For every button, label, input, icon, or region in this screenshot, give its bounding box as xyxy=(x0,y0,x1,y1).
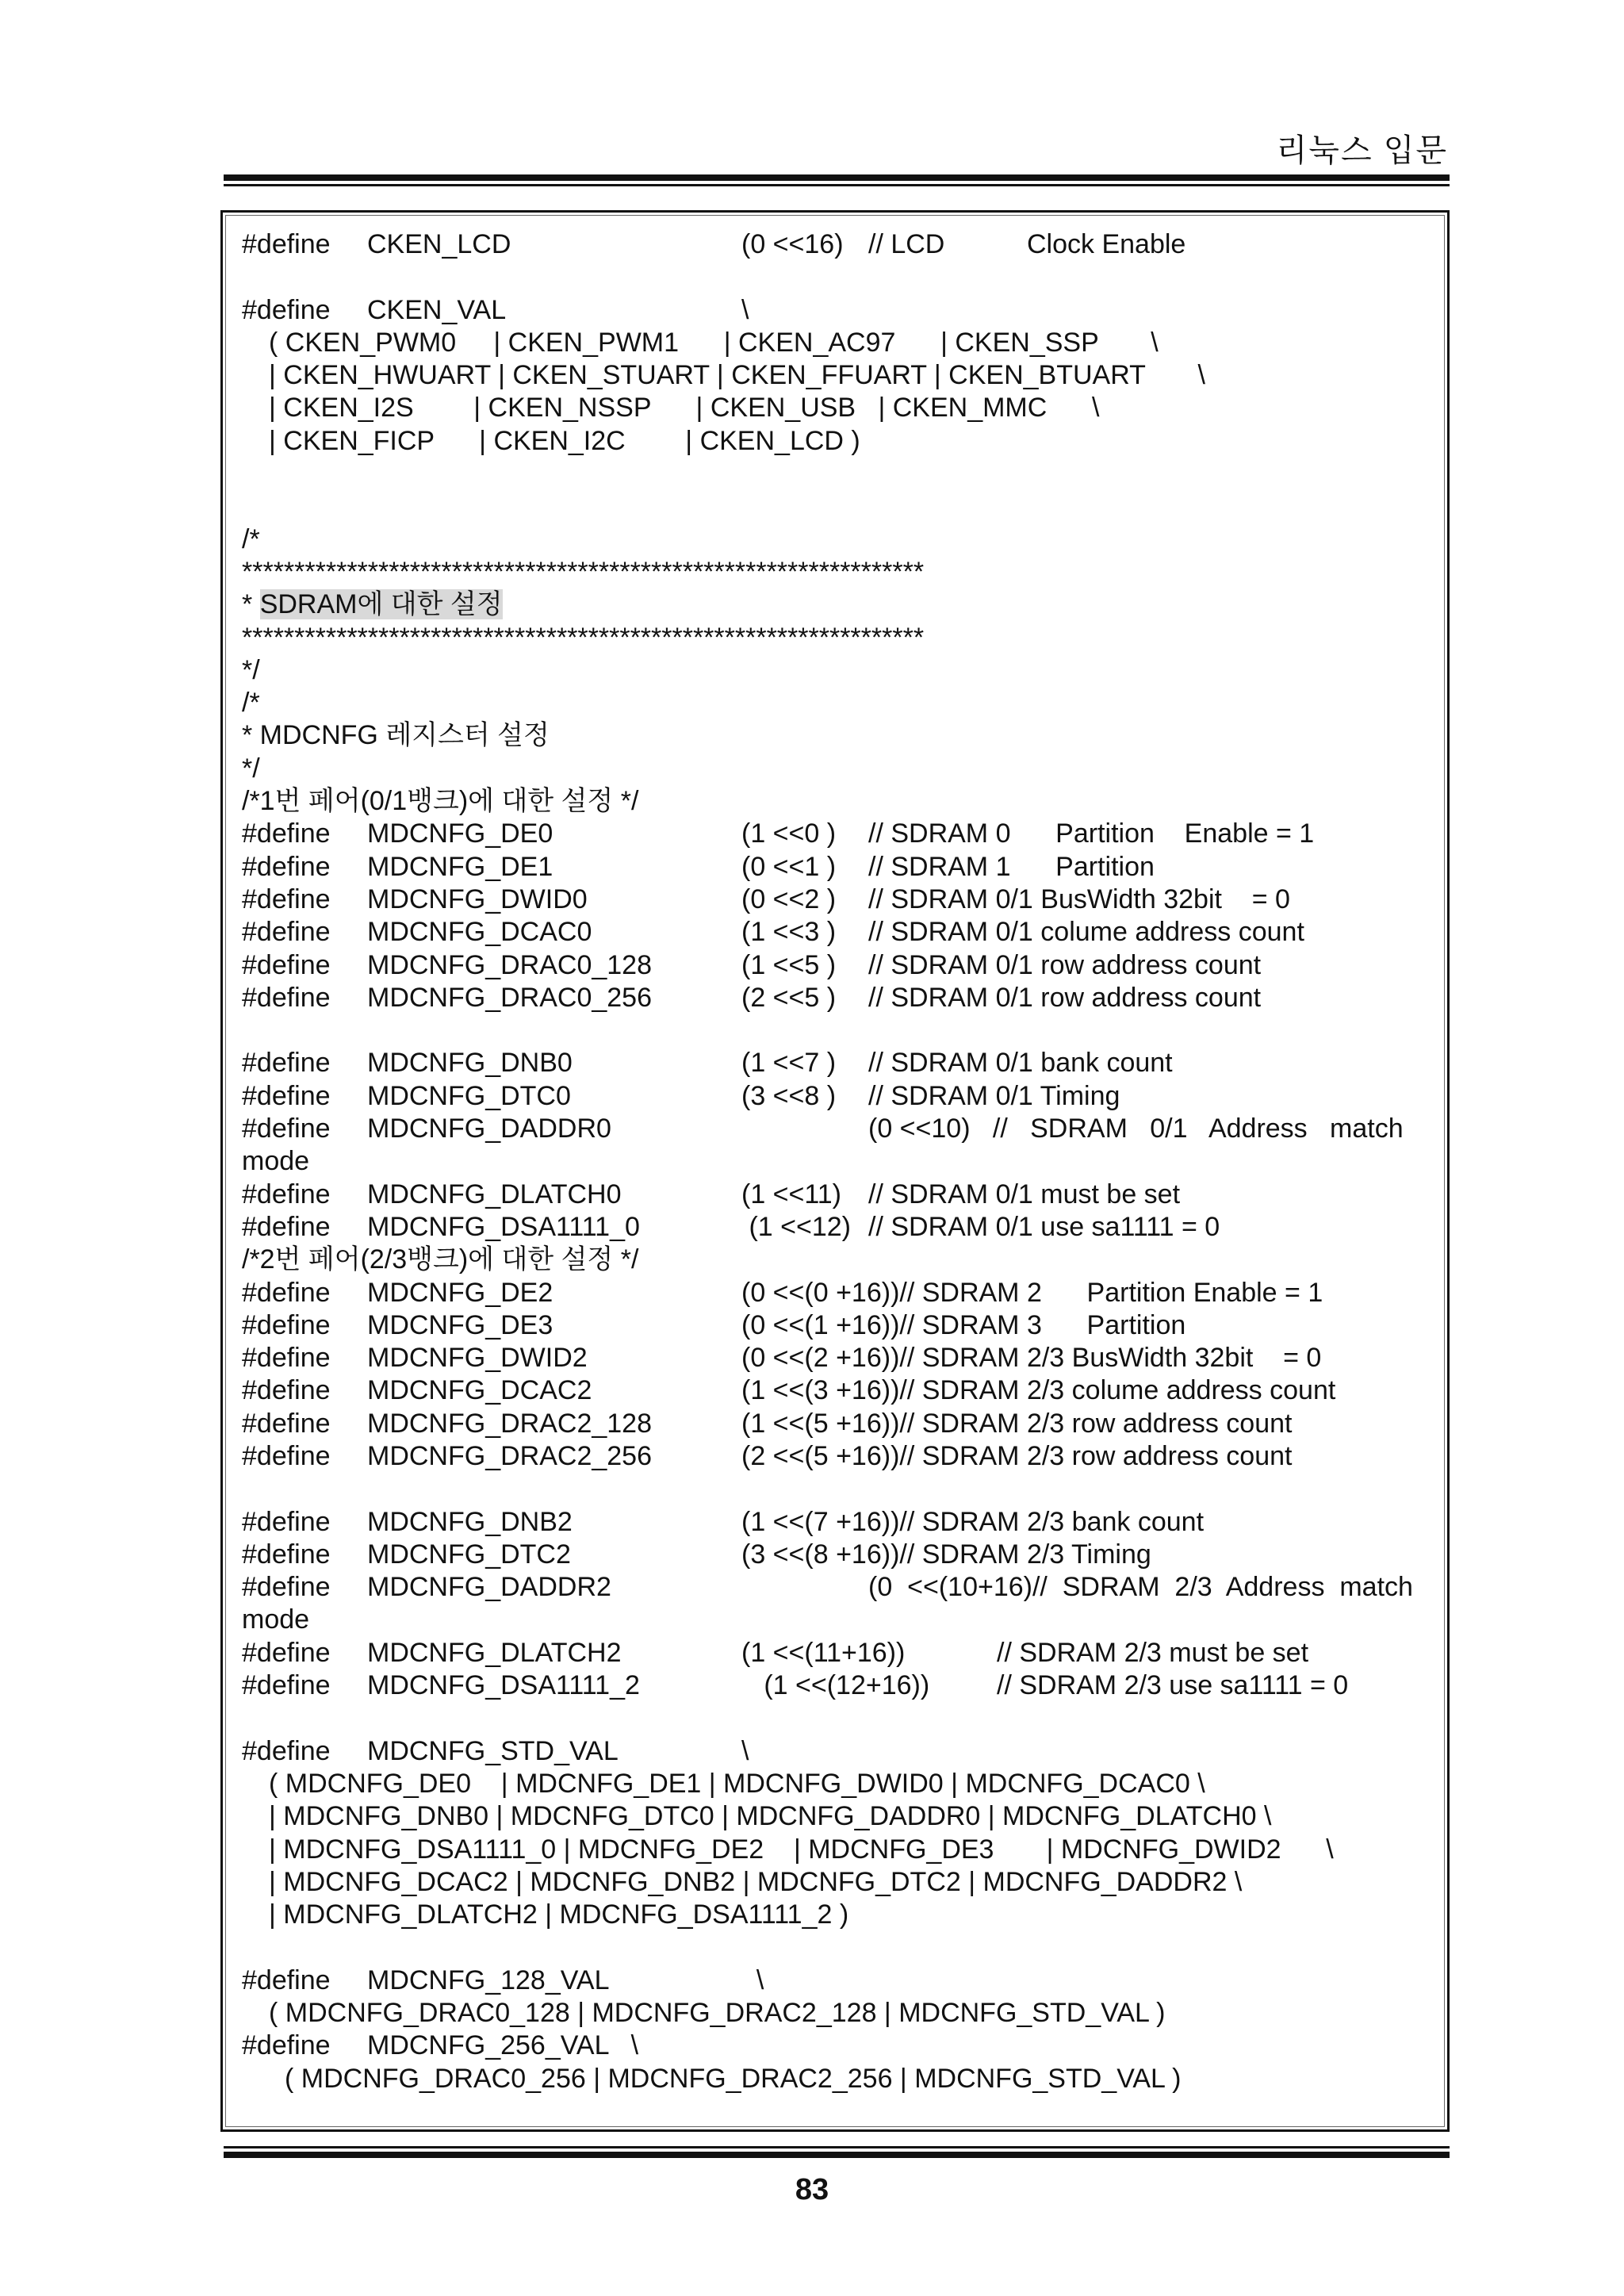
code-line xyxy=(242,1702,1431,1734)
code-line xyxy=(242,294,1431,327)
code-line xyxy=(242,261,1431,293)
code-define: #define xyxy=(242,229,331,259)
code-value: (3 <<(8 +16))// SDRAM 2/3 Timing xyxy=(741,1539,1151,1570)
header-rule-thin xyxy=(224,184,1450,186)
code-comment2: // SDRAM 2/3 must be set xyxy=(997,1637,1309,1668)
code-value: (1 <<5 ) xyxy=(741,949,837,980)
code-comment: // SDRAM 0/1 must be set xyxy=(868,1179,1181,1209)
code-value: (1 <<(3 +16))// SDRAM 2/3 colume address count xyxy=(741,1375,1336,1406)
code-define: #define xyxy=(242,1309,331,1340)
code-line xyxy=(242,687,1431,719)
code-line xyxy=(242,818,1431,850)
code-line xyxy=(242,1637,1431,1669)
code-line xyxy=(242,1997,1431,2030)
code-name: MDCNFG_DLATCH2 xyxy=(367,1637,622,1668)
code-line xyxy=(242,327,1431,359)
code-name: MDCNFG_DRAC0_256 xyxy=(367,982,652,1013)
code-text: ***************************************************************** xyxy=(242,622,925,653)
code-name: MDCNFG_DADDR0 xyxy=(367,1114,611,1144)
code-define: #define xyxy=(242,917,331,948)
code-line xyxy=(242,1277,1431,1309)
code-line xyxy=(242,785,1431,818)
code-text: mode xyxy=(242,1604,310,1635)
code-text: * MDCNFG 레지스터 설정 xyxy=(242,720,550,751)
code-line xyxy=(242,1473,1431,1505)
code-define: #define xyxy=(242,1539,331,1570)
code-name: MDCNFG_DE0 xyxy=(367,818,553,849)
code-indent: ( CKEN_PWM0 | CKEN_PWM1 | CKEN_AC97 | CKEN_SSP \ xyxy=(269,327,1159,358)
code-line xyxy=(242,1571,1431,1604)
code-value: (0 <<(0 +16))// SDRAM 2 Partition Enable = 1 xyxy=(741,1277,1323,1308)
code-name: MDCNFG_DRAC2_256 xyxy=(367,1440,652,1471)
code-value: (3 <<8 ) xyxy=(741,1080,837,1111)
code-comment: // SDRAM 0/1 row address count xyxy=(868,949,1262,980)
code-line xyxy=(242,490,1431,523)
code-value: (2 <<(5 +16))// SDRAM 2/3 row address count xyxy=(741,1440,1293,1471)
code-define: #define xyxy=(242,884,331,914)
code-indent: ( MDCNFG_DE0 | MDCNFG_DE1 | MDCNFG_DWID0 | MDCNFG_DCAC0 \ xyxy=(269,1768,1205,1799)
code-define: #define xyxy=(242,982,331,1013)
code-value: (1 <<(12+16)) xyxy=(741,1670,930,1701)
code-text: mode xyxy=(242,1146,310,1177)
code-value: (1 <<0 ) xyxy=(741,818,837,849)
code-name: CKEN_LCD xyxy=(367,229,511,259)
code-define: #define xyxy=(242,818,331,849)
code-line xyxy=(242,523,1431,556)
code-comment2: // SDRAM 2/3 use sa1111 = 0 xyxy=(997,1670,1349,1701)
code-line xyxy=(242,1342,1431,1374)
footer-rule-thin xyxy=(224,2146,1450,2148)
code-name: MDCNFG_DE2 xyxy=(367,1277,553,1308)
code-name: MDCNFG_DLATCH0 xyxy=(367,1179,622,1209)
code-name: MDCNFG_DTC0 xyxy=(367,1080,571,1111)
code-comment: // SDRAM 0/1 row address count xyxy=(868,982,1262,1013)
code-line xyxy=(242,884,1431,916)
code-line xyxy=(242,1899,1431,1931)
code-indent: | CKEN_FICP | CKEN_I2C | CKEN_LCD ) xyxy=(269,425,860,456)
footer-rule-thick xyxy=(224,2152,1450,2158)
code-define: #define xyxy=(242,1343,331,1374)
code-name: MDCNFG_DTC2 xyxy=(367,1539,571,1570)
code-name: MDCNFG_DADDR2 xyxy=(367,1572,611,1603)
code-line xyxy=(242,556,1431,588)
code-text: ***************************************************************** xyxy=(242,556,925,587)
code-name: MDCNFG_DSA1111_2 xyxy=(367,1670,640,1701)
code-define: #define xyxy=(242,1440,331,1471)
code-define: #define xyxy=(242,1211,331,1242)
code-define: #define xyxy=(242,1114,331,1144)
code-value: (0 <<(2 +16))// SDRAM 2/3 BusWidth 32bit = 0 xyxy=(741,1343,1322,1374)
code-define: #define xyxy=(242,1179,331,1209)
code-define: #define xyxy=(242,949,331,980)
code-line xyxy=(242,1539,1431,1571)
code-line xyxy=(242,359,1431,392)
running-header-title: 리눅스 입문 xyxy=(1276,133,1448,168)
code-line xyxy=(242,916,1431,949)
code-line xyxy=(242,1964,1431,1997)
code-wrapped: (0 <<10) // SDRAM 0/1 Address match xyxy=(868,1114,1404,1144)
code-line xyxy=(242,1669,1431,1702)
code-text: */ xyxy=(242,654,260,685)
code-listing-box xyxy=(220,210,1450,2132)
code-value: (1 <<7 ) xyxy=(741,1048,837,1079)
code-line xyxy=(242,1506,1431,1539)
code-line xyxy=(242,1309,1431,1342)
code-define: #define xyxy=(242,294,331,325)
code-text: /*2번 페어(2/3뱅크)에 대한 설정 */ xyxy=(242,1244,639,1275)
code-name: MDCNFG_DE1 xyxy=(367,851,553,882)
code-value: (1 <<(7 +16))// SDRAM 2/3 bank count xyxy=(741,1506,1205,1537)
code-define: #define xyxy=(242,1375,331,1406)
code-define: #define xyxy=(242,1408,331,1439)
code-define: #define xyxy=(242,1080,331,1111)
code-text: * SDRAM에 대한 설정 xyxy=(242,589,503,620)
code-value: (1 <<11) xyxy=(741,1179,842,1209)
code-name: MDCNFG_DCAC0 xyxy=(367,917,592,948)
code-name: MDCNFG_DE3 xyxy=(367,1309,553,1340)
code-define: #define xyxy=(242,2030,331,2061)
code-comment: // SDRAM 0/1 BusWidth 32bit = 0 xyxy=(868,884,1290,914)
code-value: (1 <<3 ) xyxy=(741,917,837,948)
code-name: MDCNFG_256_VAL \ xyxy=(367,2030,639,2061)
code-value: \ xyxy=(741,1964,764,1995)
code-line xyxy=(242,982,1431,1014)
code-listing xyxy=(242,228,1431,2095)
code-name: MDCNFG_STD_VAL xyxy=(367,1735,619,1766)
code-text: /* xyxy=(242,688,260,719)
code-line xyxy=(242,2063,1431,2095)
code-comment: // SDRAM 0/1 use sa1111 = 0 xyxy=(868,1211,1220,1242)
code-value: \ xyxy=(741,294,749,325)
code-line xyxy=(242,1866,1431,1899)
code-define: #define xyxy=(242,851,331,882)
code-line xyxy=(242,1440,1431,1473)
code-define: #define xyxy=(242,1506,331,1537)
code-name: MDCNFG_DNB0 xyxy=(367,1048,573,1079)
page-number: 83 xyxy=(795,2173,829,2206)
code-line xyxy=(242,1931,1431,1964)
code-line xyxy=(242,1408,1431,1440)
code-text: /*1번 페어(0/1뱅크)에 대한 설정 */ xyxy=(242,786,639,817)
code-value: (1 <<(11+16)) xyxy=(741,1637,906,1668)
code-define: #define xyxy=(242,1048,331,1079)
code-indent2: ( MDCNFG_DRAC0_256 | MDCNFG_DRAC2_256 | MDCNFG_STD_VAL ) xyxy=(285,2063,1182,2094)
code-name: MDCNFG_128_VAL xyxy=(367,1964,610,1995)
code-extra: Clock Enable xyxy=(1027,229,1186,259)
code-line xyxy=(242,654,1431,687)
code-line xyxy=(242,1800,1431,1833)
code-line xyxy=(242,1211,1431,1244)
code-value: (0 <<2 ) xyxy=(741,884,837,914)
code-line xyxy=(242,719,1431,752)
code-define: #define xyxy=(242,1964,331,1995)
code-line xyxy=(242,1244,1431,1276)
code-define: #define xyxy=(242,1572,331,1603)
code-define: #define xyxy=(242,1670,331,1701)
code-line xyxy=(242,458,1431,490)
code-comment: // SDRAM 0/1 colume address count xyxy=(868,917,1304,948)
code-name: MDCNFG_DSA1111_0 xyxy=(367,1211,640,1242)
code-indent: | MDCNFG_DNB0 | MDCNFG_DTC0 | MDCNFG_DADDR0 | MDCNFG_DLATCH0 \ xyxy=(269,1801,1272,1832)
code-line xyxy=(242,228,1431,261)
code-line xyxy=(242,1047,1431,1079)
code-value: (0 <<(1 +16))// SDRAM 3 Partition xyxy=(741,1309,1186,1340)
code-text: /* xyxy=(242,523,260,554)
code-name: MDCNFG_DWID0 xyxy=(367,884,588,914)
code-value: \ xyxy=(741,1735,749,1766)
code-indent: | MDCNFG_DSA1111_0 | MDCNFG_DE2 | MDCNFG_DE3 | MDCNFG_DWID2 \ xyxy=(269,1834,1334,1865)
code-name: MDCNFG_DCAC2 xyxy=(367,1375,592,1406)
code-line xyxy=(242,1113,1431,1145)
code-line xyxy=(242,1735,1431,1768)
code-define: #define xyxy=(242,1277,331,1308)
code-name: MDCNFG_DNB2 xyxy=(367,1506,573,1537)
code-define: #define xyxy=(242,1735,331,1766)
code-line xyxy=(242,851,1431,884)
code-value: (2 <<5 ) xyxy=(741,982,837,1013)
code-indent: | CKEN_HWUART | CKEN_STUART | CKEN_FFUART | CKEN_BTUART \ xyxy=(269,360,1205,391)
code-comment: // SDRAM 0 Partition Enable = 1 xyxy=(868,818,1315,849)
header-rule-thick xyxy=(224,174,1450,181)
code-line xyxy=(242,753,1431,785)
code-comment: // SDRAM 0/1 bank count xyxy=(868,1048,1173,1079)
code-line xyxy=(242,1145,1431,1178)
code-indent: | CKEN_I2S | CKEN_NSSP | CKEN_USB | CKEN_MMC \ xyxy=(269,393,1100,424)
code-line xyxy=(242,1604,1431,1636)
code-wrapped: (0 <<(10+16)// SDRAM 2/3 Address match xyxy=(868,1572,1413,1603)
code-value: (0 <<16) xyxy=(741,229,844,259)
code-comment: // LCD xyxy=(868,229,945,259)
code-line xyxy=(242,1834,1431,1866)
code-comment: // SDRAM 1 Partition xyxy=(868,851,1155,882)
code-text: */ xyxy=(242,753,260,784)
code-line xyxy=(242,392,1431,424)
code-indent: ( MDCNFG_DRAC0_128 | MDCNFG_DRAC2_128 | MDCNFG_STD_VAL ) xyxy=(269,1998,1166,2029)
code-line xyxy=(242,2030,1431,2062)
code-indent: | MDCNFG_DLATCH2 | MDCNFG_DSA1111_2 ) xyxy=(269,1899,849,1930)
code-value: (1 <<(5 +16))// SDRAM 2/3 row address count xyxy=(741,1408,1293,1439)
code-name: CKEN_VAL xyxy=(367,294,507,325)
code-value: (1 <<12) xyxy=(741,1211,851,1242)
code-value: (0 <<1 ) xyxy=(741,851,837,882)
code-line xyxy=(242,622,1431,654)
code-line xyxy=(242,1014,1431,1047)
code-define: #define xyxy=(242,1637,331,1668)
code-line xyxy=(242,1768,1431,1800)
code-name: MDCNFG_DRAC2_128 xyxy=(367,1408,652,1439)
highlighted-heading: SDRAM에 대한 설정 xyxy=(259,589,503,620)
code-name: MDCNFG_DWID2 xyxy=(367,1343,588,1374)
code-line xyxy=(242,1179,1431,1211)
code-line xyxy=(242,425,1431,458)
code-line xyxy=(242,949,1431,982)
code-line xyxy=(242,588,1431,621)
code-line xyxy=(242,1374,1431,1407)
code-line xyxy=(242,1080,1431,1113)
code-comment: // SDRAM 0/1 Timing xyxy=(868,1080,1120,1111)
code-indent: | MDCNFG_DCAC2 | MDCNFG_DNB2 | MDCNFG_DTC2 | MDCNFG_DADDR2 \ xyxy=(269,1866,1243,1897)
code-name: MDCNFG_DRAC0_128 xyxy=(367,949,652,980)
